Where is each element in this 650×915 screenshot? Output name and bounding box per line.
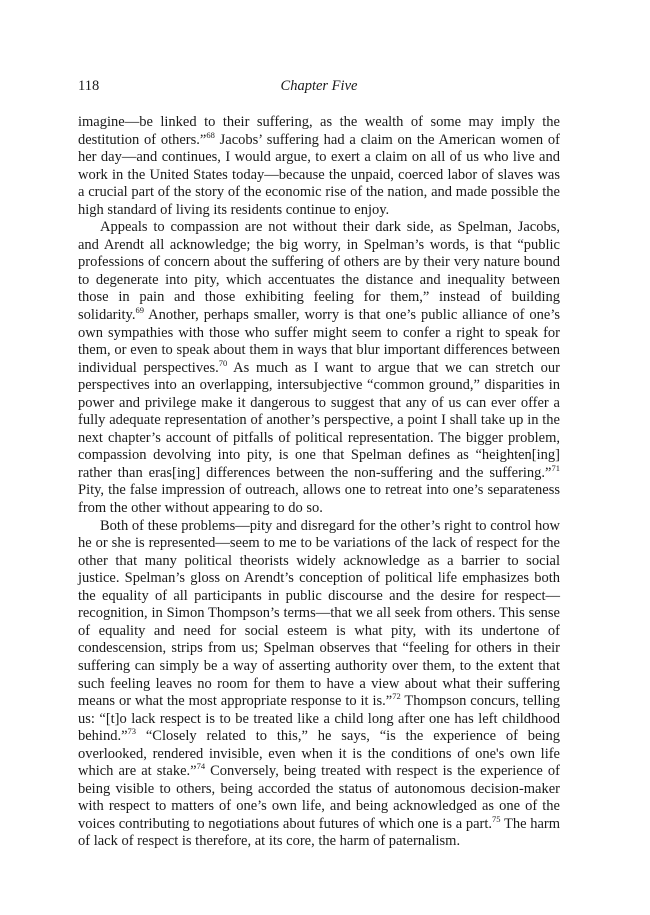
footnote-marker: 69 (135, 305, 144, 316)
footnote-marker: 68 (206, 129, 215, 140)
text-run: Thompson concurs, telling us: “[t]o lack respect is to be treated like a child long after one has left childhood behind.” (78, 693, 560, 745)
footnote-marker: 73 (127, 726, 137, 737)
footnote-marker: 70 (218, 357, 228, 368)
body-text (78, 114, 560, 851)
text-run: Conversely, being treated with respect is the experience of being visible to others, being accorded the status of autonomous decision-maker with respect to matters of one’s own life, and being acknowledged as one of the voices contributing to negotiations about futures of which one is a part. (78, 763, 560, 832)
footnote-marker: 74 (196, 761, 206, 772)
page-number: 118 (78, 78, 100, 94)
running-head: Chapter Five (280, 78, 358, 94)
text-run: “Closely related to this,” he says, “is the experience of being overlooked, rendered invisible, even when it is the conditions of one's own life which are at stake.” (78, 728, 560, 780)
paragraph-2 (78, 219, 560, 517)
text-run: The harm of lack of respect is therefore, at its core, the harm of paternalism. (78, 815, 560, 850)
paragraph-1 (78, 114, 560, 219)
text-run: imagine—be linked to their suffering, as the wealth of some may imply the destitution of others.” (78, 114, 560, 148)
text-run: Both of these problems—pity and disregard for the other’s right to control how he or she is represented—seem to me to be variations of the lack of respect for the other that many political theorists widely acknowledge as a barrier to social justice. Spelman’s gloss on Arendt’s conception of political life emphasizes both the equality of all participants in public discourse and the desire for respect—recognition, in Simon Thompson’s terms—that we all seek from others. This sense of equality and need for social esteem is what pity, with its undertone of condescension, strips from us; Spelman observes that “feeling for others in their suffering can simply be a way of asserting authority over them, to the extent that such feeling leaves no room for them to have a view about what their suffering means or what the most appropriate response to it is.” (78, 517, 560, 710)
text-run: Pity, the false impression of outreach, allows one to retreat into one’s separateness from the other without appearing to do so. (78, 482, 560, 517)
page-header (78, 78, 560, 96)
text-run: Jacobs’ suffering had a claim on the American women of her day—and continues, I would argue, to exert a claim on all of us who live and work in the United States today—because the unpaid, coerced labor of slaves was a crucial part of the story of the economic rise of the nation, and made possible the high standard of living its residents continue to enjoy. (78, 131, 560, 218)
footnote-marker: 72 (392, 691, 401, 702)
text-run: As much as I want to argue that we can stretch our perspectives into an overlapping, intersubjective “common ground,” disparities in power and privilege make it dangerous to suggest that any of us can ever offer a fully adequate representation of another’s perspective, a point I shall take up in the next chapter’s account of pitfalls of political representation. The bigger problem, compassion devolving into pity, is one that Spelman defines as “heighten[ing] rather than eras[ing] differences between the non-suffering and the suffering.” (78, 359, 561, 481)
text-run: Another, perhaps smaller, worry is that one’s public alliance of one’s own sympathies with those who suffer might seem to confer a right to speak for them, or even to speak about them in ways that blur important differences between individual perspectives. (78, 307, 560, 376)
text-run: Appeals to compassion are not without their dark side, as Spelman, Jacobs, and Arendt all acknowledge; the big worry, in Spelman’s words, is that “public professions of concern about the suffering of others are by their very nature bound to degenerate into pity, which accentuates the distance and inequality between those in pain and those exhibiting feeling for them,” instead of building solidarity. (78, 219, 560, 324)
paragraph-3 (78, 518, 560, 851)
footnote-marker: 71 (551, 462, 560, 473)
footnote-marker: 75 (492, 813, 501, 824)
